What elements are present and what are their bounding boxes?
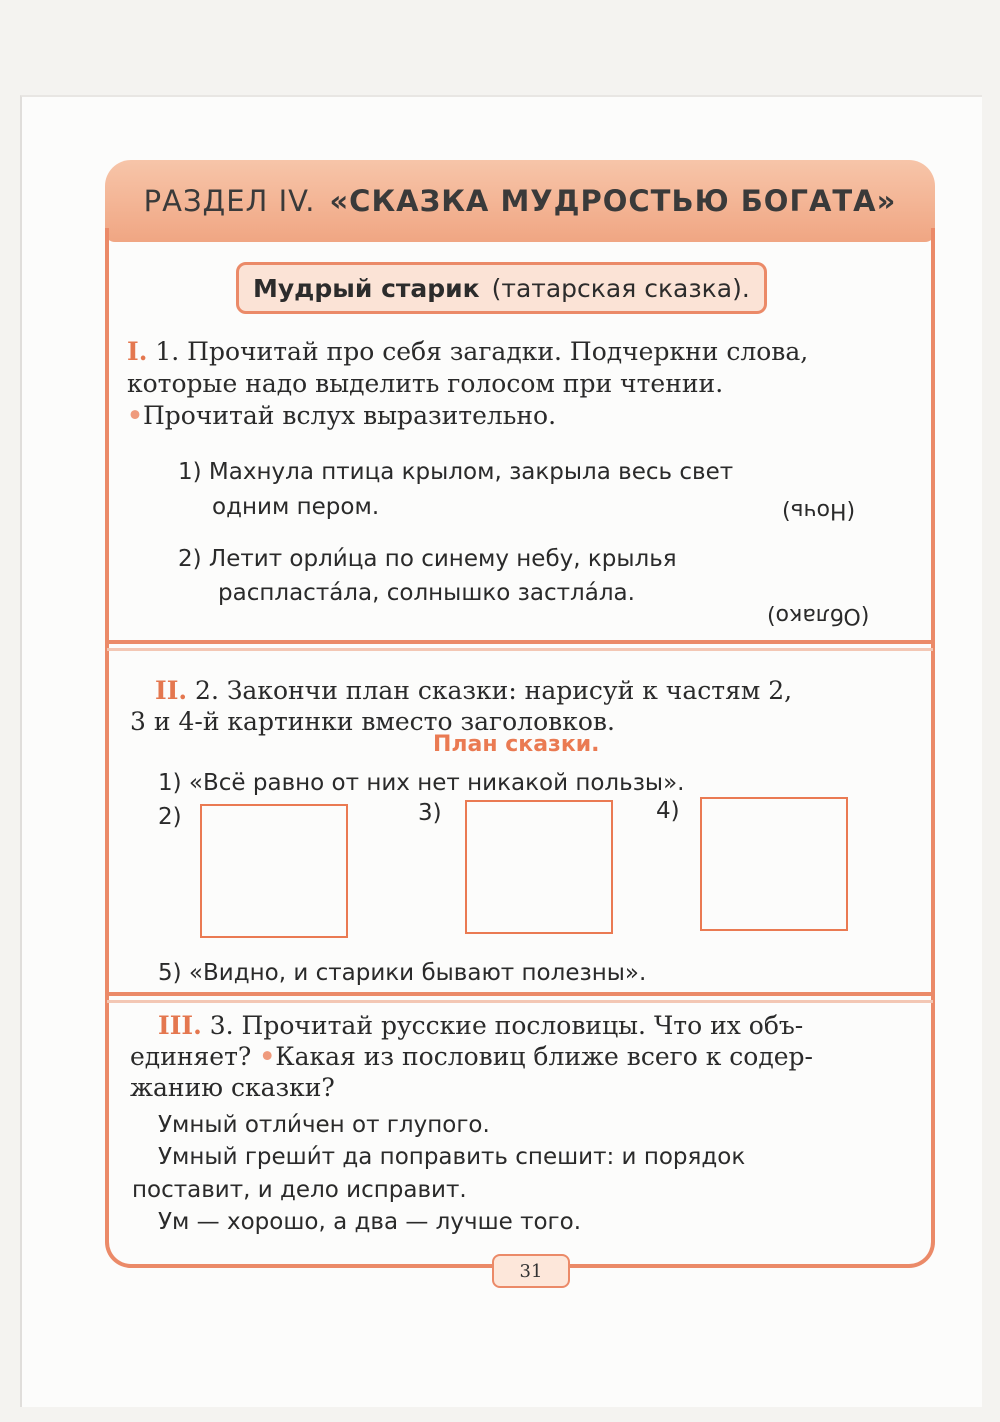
riddle-1-answer: (Ночь) xyxy=(782,498,856,523)
task1-line2: которые надо выделить голосом при чтении. xyxy=(127,369,724,398)
task1-text3: Прочитай вслух выразительно. xyxy=(142,401,557,430)
box-label-3: 3) xyxy=(418,800,442,826)
section-name: «СКАЗКА МУДРОСТЬЮ БОГАТА» xyxy=(329,184,897,218)
riddle-1-line2: одним пером. xyxy=(212,494,380,520)
task3-line3: жанию сказки? xyxy=(130,1073,335,1102)
proverb-2-line2: поставит, и дело исправит. xyxy=(132,1177,467,1203)
story-title-main: Мудрый старик xyxy=(253,273,480,303)
riddle-2-answer: (Облако) xyxy=(767,603,870,628)
task3-line2 xyxy=(130,1041,813,1073)
section-divider-inner xyxy=(107,1000,933,1003)
task2-line1 xyxy=(155,675,792,707)
proverb-1: Умный отли́чен от глупого. xyxy=(158,1112,490,1138)
bullet-icon: • xyxy=(259,1042,276,1071)
proverb-2-line1: Умный греши́т да поправить спешит: и порядок xyxy=(158,1144,746,1170)
drawing-box-2[interactable] xyxy=(200,804,348,938)
task3-text2b: Какая из пословиц ближе всего к содер- xyxy=(275,1042,813,1071)
riddle-2-line2: распласта́ла, солнышко застла́ла. xyxy=(218,580,635,606)
task2-text1: 2. Закончи план сказки: нарисуй к частям 2, xyxy=(195,676,793,705)
box-label-2: 2) xyxy=(158,804,182,830)
task3-text2a: единяет? xyxy=(130,1042,252,1071)
bullet-icon: • xyxy=(127,401,143,430)
box-label-4: 4) xyxy=(656,798,680,824)
story-title xyxy=(236,262,767,314)
task2-numeral: II. xyxy=(155,676,188,705)
riddle-2-line1: 2) Летит орли́ца по синему небу, крылья xyxy=(178,546,677,572)
drawing-box-3[interactable] xyxy=(465,800,613,934)
task1-text1: 1. Прочитай про себя загадки. Подчеркни слова, xyxy=(155,337,809,366)
riddle-1-line1: 1) Махнула птица крылом, закрыла весь свет xyxy=(178,459,734,485)
task2-line2: 3 и 4-й картинки вместо заголовков. xyxy=(130,707,615,736)
plan-item-5: 5) «Видно, и старики бывают полезны». xyxy=(158,960,647,986)
task3-numeral: III. xyxy=(158,1011,202,1040)
section-divider xyxy=(107,992,933,996)
task3-text1: 3. Прочитай русские пословицы. Что их объ- xyxy=(209,1011,804,1040)
task1-numeral: I. xyxy=(127,337,148,366)
story-title-subtitle: (татарская сказка). xyxy=(491,273,750,303)
plan-title: План сказки. xyxy=(433,732,600,757)
section-label: РАЗДЕЛ IV. xyxy=(143,184,316,218)
drawing-box-4[interactable] xyxy=(700,797,848,931)
plan-item-1: 1) «Всё равно от них нет никакой пользы». xyxy=(158,770,685,796)
section-divider-inner xyxy=(107,648,933,651)
proverb-3: Ум — хорошо, а два — лучше того. xyxy=(158,1209,582,1235)
page-number: 31 xyxy=(492,1254,570,1288)
task3-line1 xyxy=(158,1010,803,1042)
section-divider xyxy=(107,640,933,644)
task1-line3 xyxy=(127,400,556,432)
task1-line1 xyxy=(127,336,808,368)
